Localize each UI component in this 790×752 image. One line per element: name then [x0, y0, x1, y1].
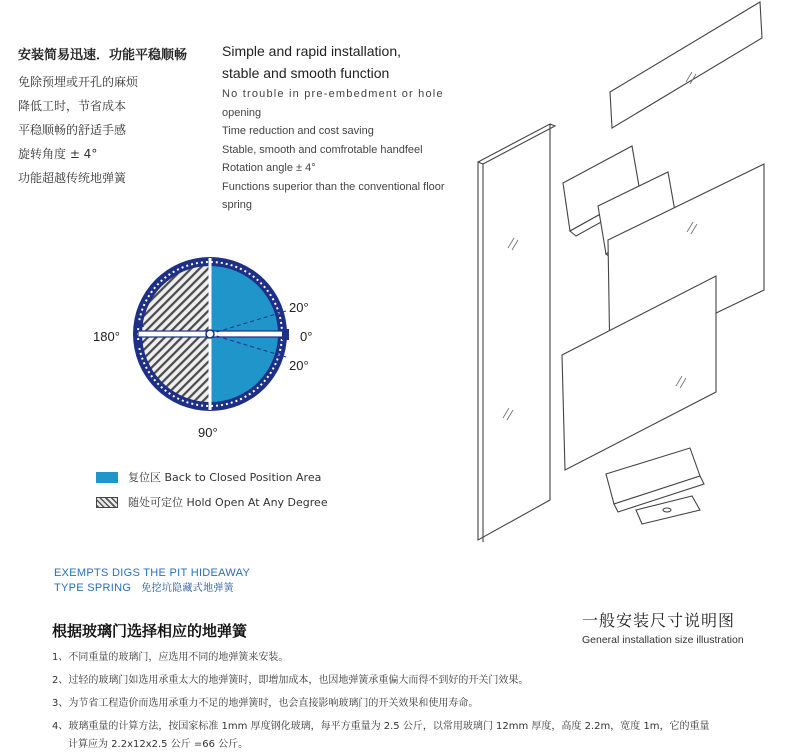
intro-en-item: opening [222, 106, 262, 119]
glass-panel-top [610, 2, 762, 128]
intro-en-item: spring [222, 199, 252, 211]
intro-zh-title: 安装简易迅速．功能平稳顺畅 [18, 48, 188, 63]
intro-en-item: Functions superior than the conventional floor [222, 180, 445, 193]
intro-zh-item: 免除预埋或开孔的麻烦 [18, 75, 139, 89]
exempt-zh: 免挖坑隐藏式地弹簧 [141, 583, 234, 594]
exempt-line1: EXEMPTS DIGS THE PIT HIDEAWAY [54, 567, 251, 579]
intro-en-item: Stable, smooth and comfrotable handfeel [222, 143, 423, 156]
exempt-line2: TYPE SPRING [54, 582, 132, 594]
angle-label-0: 0° [300, 329, 313, 344]
rule-item: 3、为节省工程造价而选用承重力不足的地弹簧时，也会直接影响玻璃门的开关效果和使用寿命。 [52, 698, 479, 709]
rule-item: 4、玻璃重量的计算方法，按国家标准 1mm 厚度钢化玻璃，每平方重量为 2.5 公斤，以常用玻璃门 12mm 厚度，高度 2.2m，宽度 1m，它的重量 [52, 721, 710, 732]
glass-panel-tall [478, 124, 550, 540]
size-title-en: General installation size illustration [582, 634, 744, 646]
rule-item: 2、过轻的玻璃门如选用承重太大的地弹簧时，即增加成本，也因地弹簧承重偏大而得不到好的开关门效果。 [52, 675, 529, 686]
rule-item: 1、不同重量的玻璃门，应选用不同的地弹簧来安装。 [52, 652, 289, 663]
intro-zh-item: 降低工时，节省成本 [18, 99, 127, 113]
angle-label-180: 180° [93, 329, 120, 344]
intro-en-title-line: Simple and rapid installation, [222, 43, 401, 59]
intro-zh-item: 旋转角度 ± 4° [18, 147, 98, 161]
intro-en-item: Rotation angle ± 4° [222, 162, 316, 174]
intro-zh-item: 平稳顺畅的舒适手感 [18, 123, 127, 137]
intro-zh-item: 功能超越传统地弹簧 [18, 171, 127, 185]
size-illustration-title [582, 608, 744, 646]
legend-blue-label: 复位区 Back to Closed Position Area [128, 471, 322, 484]
intro-en-title-line: stable and smooth function [222, 65, 390, 81]
angle-label-90: 90° [198, 425, 218, 440]
legend-hatch-label: 随处可定位 Hold Open At Any Degree [128, 496, 328, 509]
angle-label-20-top: 20° [289, 300, 309, 315]
size-title-zh: 一般安装尺寸说明图 [582, 611, 736, 630]
selection-rules [52, 646, 710, 752]
intro-en-item: No trouble in pre-embedment or hole [222, 88, 444, 100]
intro-en-item: Time reduction and cost saving [222, 125, 374, 137]
section-title: 根据玻璃门选择相应的地弹簧 [52, 622, 248, 640]
exempt-label [54, 566, 250, 596]
rule-item-continuation: 计算应为 2.2x12x2.5 公斤 =66 公斤。 [68, 739, 249, 750]
angle-label-20-bottom: 20° [289, 358, 309, 373]
